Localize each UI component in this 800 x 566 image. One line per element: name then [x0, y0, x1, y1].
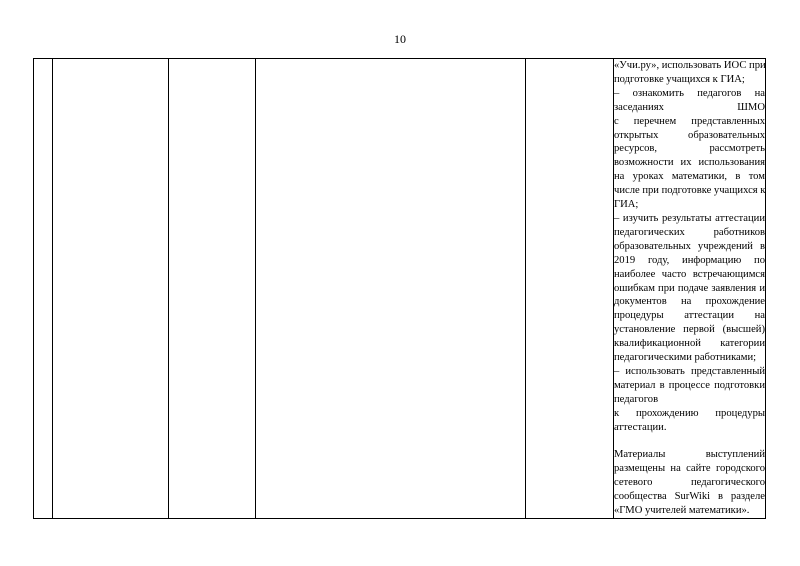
text-line: педагогов — [614, 393, 659, 405]
text-line: на уроках математики, в том — [614, 171, 765, 183]
text-line: сообщества SurWiki в разделе — [614, 491, 765, 503]
page-number: 10 — [394, 32, 406, 46]
table-row — [34, 59, 766, 519]
text-line: квалификационной категории — [614, 338, 765, 350]
table-cell-col3 — [169, 59, 256, 519]
paragraph-spacer — [614, 434, 765, 448]
results-text — [614, 59, 765, 518]
text-line: к прохождению процедуры — [614, 407, 765, 419]
text-line: с перечнем представленных — [614, 115, 765, 127]
text-line: ошибкам при подаче заявления и — [614, 282, 765, 294]
text-line: сетевого педагогического — [614, 477, 765, 489]
document-table — [33, 58, 766, 519]
text-line: Материалы выступлений — [614, 449, 765, 461]
text-line: открытых образовательных — [614, 129, 765, 141]
text-line: аттестации. — [614, 421, 667, 433]
table-cell-col2 — [53, 59, 169, 519]
text-line: образовательных учреждений в — [614, 240, 765, 252]
text-line: установление первой (высшей) — [614, 324, 765, 336]
text-line: – ознакомить педагогов на — [614, 87, 765, 99]
text-line: 2019 году, информацию по — [614, 254, 765, 266]
text-line: «Учи.ру», использовать ИОС при — [614, 60, 766, 71]
text-line: – использовать представленный — [614, 365, 765, 377]
text-line: педагогических работников — [614, 226, 765, 238]
text-line: документов на прохождение — [614, 296, 765, 308]
text-line: заседаниях ШМО — [614, 101, 765, 113]
text-line: размещены на сайте городского — [614, 463, 765, 475]
text-line: числе при подготовке учащихся к — [614, 185, 766, 197]
table-cell-results — [614, 59, 766, 519]
text-line: ГИА; — [614, 199, 639, 211]
text-line: – изучить результаты аттестации — [614, 212, 765, 224]
text-line: возможности их использования — [614, 157, 765, 169]
table-cell-col5 — [526, 59, 614, 519]
text-line: ресурсов, рассмотреть — [614, 143, 765, 155]
text-line: материал в процессе подготовки — [614, 379, 765, 391]
table-cell-col1 — [34, 59, 53, 519]
text-line: «ГМО учителей математики». — [614, 504, 750, 516]
text-line: педагогическими работниками; — [614, 352, 757, 364]
table-cell-col4 — [256, 59, 526, 519]
text-line: процедуры аттестации на — [614, 310, 765, 322]
text-line: наиболее часто встречающимся — [614, 268, 765, 280]
text-line: подготовке учащихся к ГИА; — [614, 73, 745, 85]
